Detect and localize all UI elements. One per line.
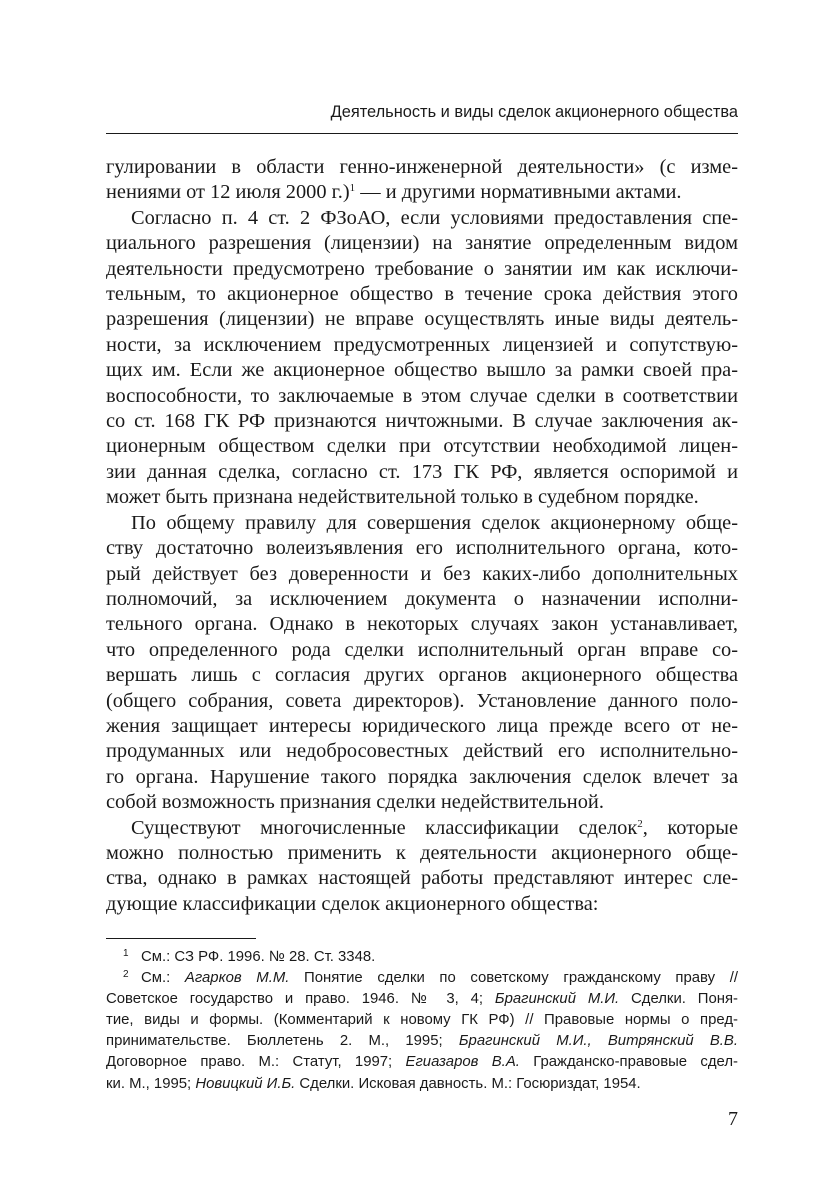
text-line: жения защищает интересы юридического лица прежде всего от не- bbox=[106, 714, 738, 737]
footnote-author: Брагинский М.И. bbox=[494, 991, 620, 1008]
text-line: может быть признана недействительной только в судебном порядке. bbox=[106, 486, 699, 509]
paragraph-3 bbox=[106, 511, 738, 816]
footnote-2-line bbox=[106, 1031, 738, 1052]
footnote-text: Гражданско-правовые сдел- bbox=[519, 1054, 738, 1071]
text-line: разрешения (лицензии) не вправе осуществлять иные виды деятель- bbox=[106, 308, 738, 331]
paragraph-2 bbox=[106, 206, 738, 511]
text-line: ства, однако в рамках настоящей работы представляют интерес сле- bbox=[106, 867, 738, 890]
page-number: 7 bbox=[728, 1108, 738, 1130]
footnote-text: См.: bbox=[141, 970, 185, 987]
footnote-2-line: тие, виды и формы. (Комментарий к новому ГК РФ) // Правовые нормы о пред- bbox=[106, 1012, 738, 1029]
text-line: воспособности, то заключаемые в этом случае сделки в соответствии bbox=[106, 384, 738, 407]
footnote-text: ки. М., 1995; bbox=[106, 1075, 196, 1092]
text-line: продуманных или недобросовестных действий его исполнительно- bbox=[106, 740, 738, 763]
footnote-2-line bbox=[106, 1074, 738, 1095]
text-line: вершать лишь с согласия других органов акционерного общества bbox=[106, 664, 738, 687]
text-line: со ст. 168 ГК РФ признаются ничтожными. В случае заключения ак- bbox=[106, 410, 738, 433]
text-line: (общего собрания, совета директоров). Установление данного поло- bbox=[106, 689, 738, 712]
text-fragment: нениями от 12 июля 2000 г.) bbox=[106, 181, 350, 204]
footnote-text: Понятие сделки по советскому гражданскому праву // bbox=[289, 970, 738, 987]
text-line bbox=[106, 180, 738, 205]
text-line: деятельности предусмотрено требование о занятии им как исключи- bbox=[106, 257, 738, 280]
footnote-ref-1[interactable]: 1 bbox=[349, 182, 356, 195]
footnote-text: принимательстве. Бюллетень 2. М., 1995; bbox=[106, 1033, 459, 1050]
text-line: Согласно п. 4 ст. 2 ФЗоАО, если условиями предоставления спе- bbox=[131, 206, 738, 229]
footnote-2-line bbox=[106, 989, 738, 1010]
text-line: полномочий, за исключением документа о назначении исполни- bbox=[106, 587, 738, 610]
header-rule bbox=[106, 133, 738, 134]
text-line: зии данная сделка, согласно ст. 173 ГК РФ, является оспоримой и bbox=[106, 460, 738, 483]
text-line: что определенного рода сделки исполнительный орган вправе со- bbox=[106, 638, 738, 661]
body-text bbox=[106, 155, 738, 917]
text-line: рый действует без доверенности и без каких-либо дополнительных bbox=[106, 562, 738, 585]
footnote-ref-2[interactable]: 2 bbox=[637, 817, 643, 830]
footnote-text: Сделки. Поня- bbox=[619, 991, 738, 1008]
text-line: циального разрешения (лицензии) на занятие определенным видом bbox=[106, 232, 738, 255]
footnote-1: 1 См.: СЗ РФ. 1996. № 28. Ст. 3348. bbox=[123, 948, 376, 965]
text-line: можно полностью применить к деятельности акционерного обще- bbox=[106, 841, 738, 864]
text-line: гулировании в области генно-инженерной деятельности» (с изме- bbox=[106, 156, 738, 178]
text-fragment: — и другими нормативными актами. bbox=[360, 181, 682, 204]
footnote-text: Сделки. Исковая давность. М.: Госюриздат, 1954. bbox=[295, 1075, 641, 1092]
footnote-separator bbox=[106, 938, 256, 939]
paragraph-1 bbox=[106, 155, 738, 206]
text-line: ционерным обществом сделки при отсутствии необходимой лицен- bbox=[106, 435, 738, 458]
text-fragment: Существуют многочисленные классификации сделок bbox=[131, 816, 638, 839]
footnote-author: Новицкий И.Б. bbox=[195, 1075, 296, 1092]
footnotes bbox=[106, 947, 738, 1095]
footnote-author: Агарков М.М. bbox=[184, 970, 290, 987]
footnote-2-line bbox=[106, 1052, 738, 1073]
footnote-text: См.: СЗ РФ. 1996. № 28. Ст. 3348. bbox=[141, 949, 376, 965]
text-line: ности, за исключением предусмотренных лицензией и сопутствую- bbox=[106, 333, 738, 356]
footnote-author: Брагинский М.И., Витрянский В.В. bbox=[458, 1033, 738, 1050]
footnote-author: Егиазаров В.А. bbox=[405, 1054, 520, 1071]
running-head: Деятельность и виды сделок акционерного общества bbox=[330, 103, 738, 121]
text-line: По общему правилу для совершения сделок акционерному обще- bbox=[131, 511, 738, 534]
text-line: тельного органа. Однако в некоторых случаях закон устанавливает, bbox=[106, 613, 738, 636]
text-line: дующие классификации сделок акционерного общества: bbox=[106, 892, 599, 915]
text-line bbox=[106, 816, 738, 841]
footnote-text: Советское государство и право. 1946. № 3, 4; bbox=[106, 991, 495, 1008]
text-line: ству достаточно волеизъявления его исполнительного органа, кото- bbox=[106, 537, 738, 560]
text-line: тельным, то акционерное общество в течение срока действия этого bbox=[106, 283, 738, 306]
text-fragment: , которые bbox=[642, 816, 738, 839]
paragraph-4 bbox=[106, 816, 738, 918]
text-line: щих им. Если же акционерное общество вышло за рамки своей пра- bbox=[106, 359, 738, 382]
footnote-text: Договорное право. М.: Статут, 1997; bbox=[106, 1054, 406, 1071]
text-line: собой возможность признания сделки недействительной. bbox=[106, 791, 604, 814]
text-line: го органа. Нарушение такого порядка заключения сделок влечет за bbox=[106, 765, 738, 788]
footnote-2: 2 См.: Агарков М.М. Понятие сделки по советскому гражданскому праву // bbox=[123, 969, 738, 987]
